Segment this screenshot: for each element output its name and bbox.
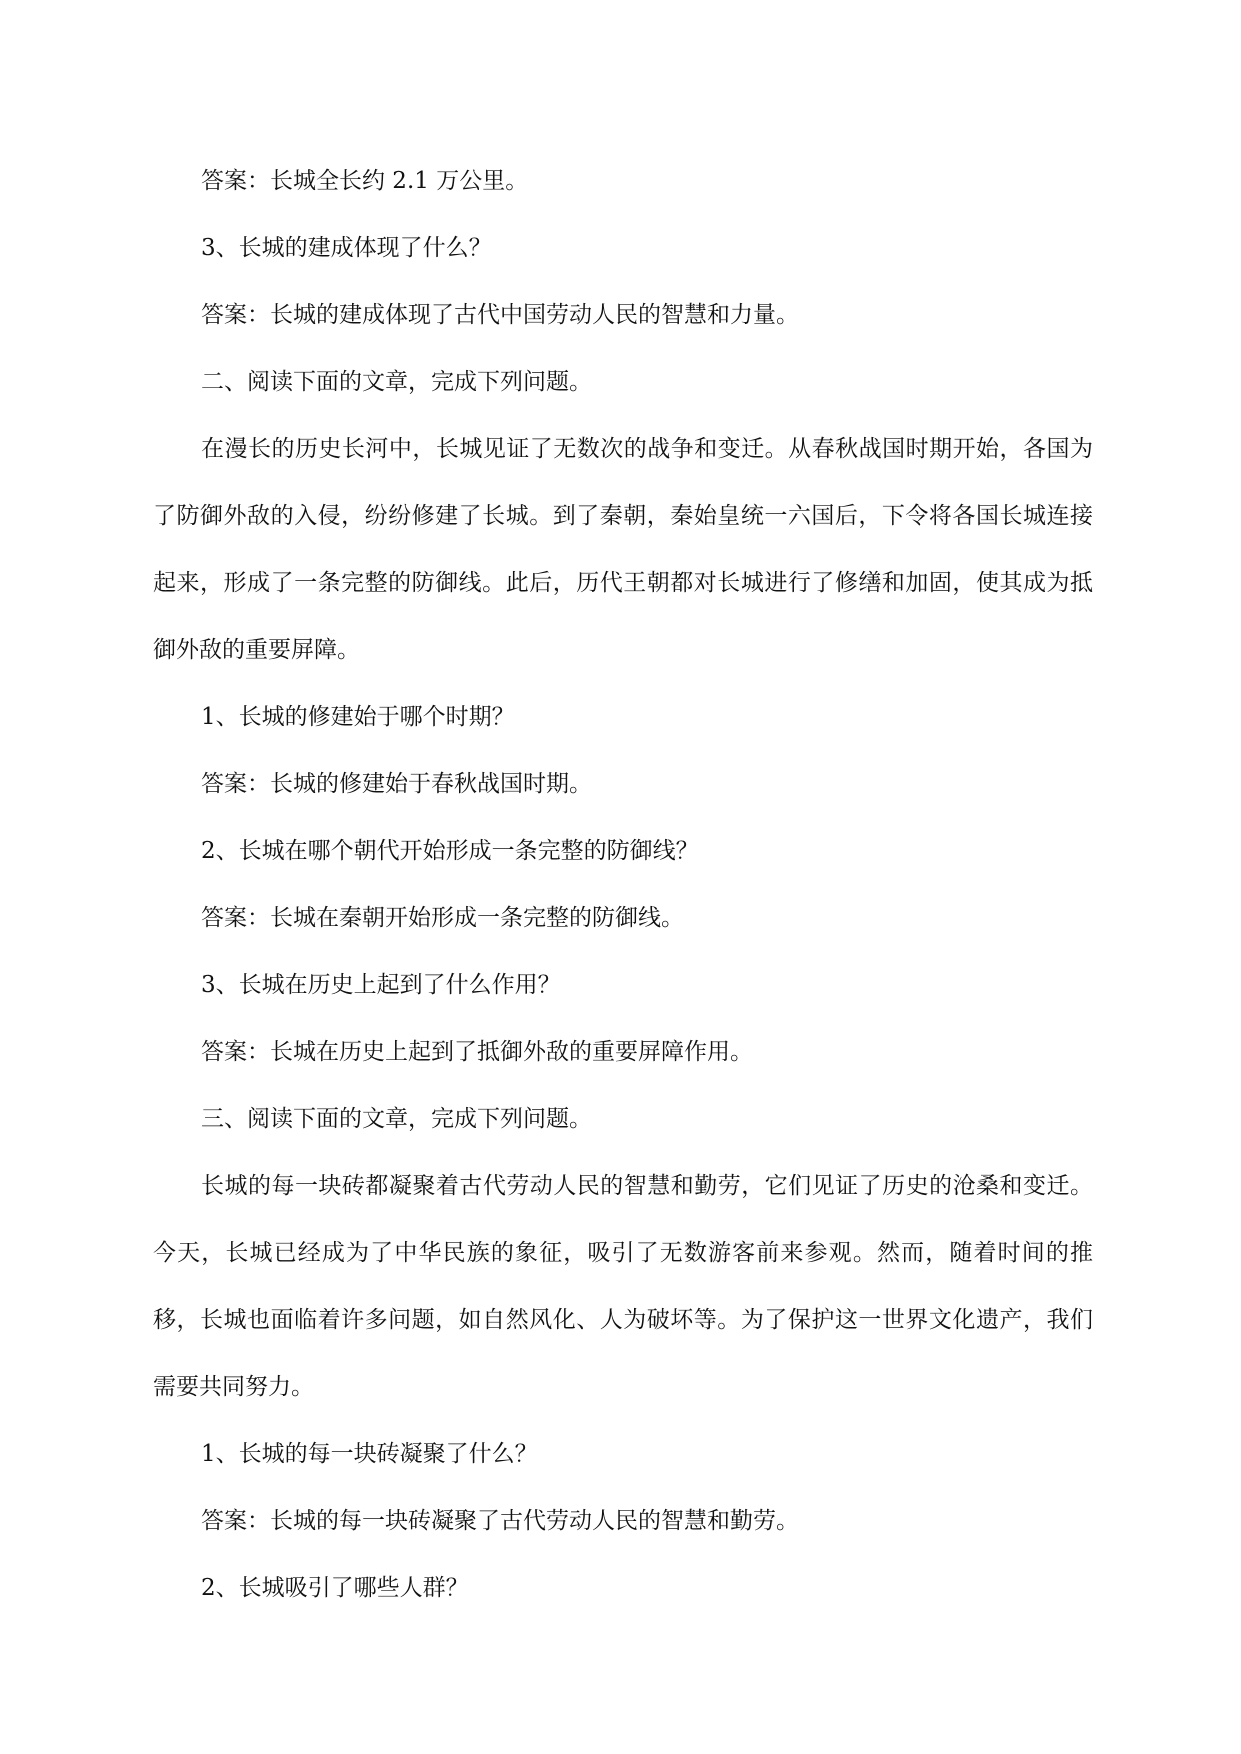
question-2-dynasty: 2、长城在哪个朝代开始形成一条完整的防御线？ bbox=[201, 838, 699, 864]
answer-start-period: 答案：长城的修建始于春秋战国时期。 bbox=[201, 771, 592, 797]
section-3-heading: 三、阅读下面的文章，完成下列问题。 bbox=[201, 1106, 592, 1132]
section-2-heading: 二、阅读下面的文章，完成下列问题。 bbox=[201, 369, 592, 395]
answer-role: 答案：长城在历史上起到了抵御外敌的重要屏障作用。 bbox=[201, 1039, 753, 1065]
document-page bbox=[153, 148, 1093, 1622]
question-1-start-period: 1、长城的修建始于哪个时期？ bbox=[201, 704, 515, 730]
question-3-significance: 3、长城的建成体现了什么？ bbox=[201, 235, 492, 261]
question-3-role: 3、长城在历史上起到了什么作用？ bbox=[201, 972, 561, 998]
question-1-bricks: 1、长城的每一块砖凝聚了什么？ bbox=[201, 1441, 538, 1467]
passage-2: 在漫长的历史长河中，长城见证了无数次的战争和变迁。从春秋战国时期开始，各国为了防御外敌的入侵，纷纷修建了长城。到了秦朝，秦始皇统一六国后，下令将各国长城连接起来，形成了一条完整的防御线。此后，历代王朝都对长城进行了修缮和加固，使其成为抵御外敌的重要屏障。 bbox=[153, 436, 1093, 663]
answer-bricks: 答案：长城的每一块砖凝聚了古代劳动人民的智慧和勤劳。 bbox=[201, 1508, 799, 1534]
question-2-visitors: 2、长城吸引了哪些人群？ bbox=[201, 1575, 469, 1601]
answer-dynasty: 答案：长城在秦朝开始形成一条完整的防御线。 bbox=[201, 905, 684, 931]
answer-length: 答案：长城全长约 2.1 万公里。 bbox=[201, 168, 529, 194]
passage-3: 长城的每一块砖都凝聚着古代劳动人民的智慧和勤劳，它们见证了历史的沧桑和变迁。今天，长城已经成为了中华民族的象征，吸引了无数游客前来参观。然而，随着时间的推移，长城也面临着许多问题，如自然风化、人为破坏等。为了保护这一世界文化遗产，我们需要共同努力。 bbox=[153, 1173, 1093, 1400]
answer-significance: 答案：长城的建成体现了古代中国劳动人民的智慧和力量。 bbox=[201, 302, 799, 328]
